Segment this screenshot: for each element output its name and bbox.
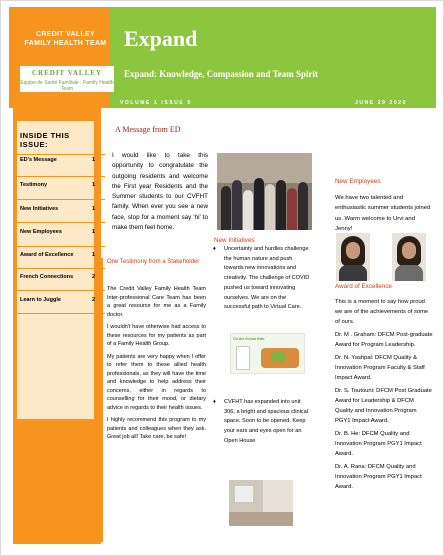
employee-portrait-urvi — [336, 233, 370, 281]
room-window — [235, 486, 253, 502]
header-banner — [9, 7, 436, 108]
testimony-paragraph: The Credit Valley Family Health Team Inter-professional Care Team has been a great resource for me as a Family doctor. — [107, 286, 206, 318]
toc-divider — [16, 222, 105, 223]
ed-message-title: A Message from ED — [115, 125, 181, 134]
testimony-paragraph: I highly recommend this program to my patients and colleagues when they ask. Great job all! Take care, be safe! — [107, 417, 206, 440]
initiative-text: CVFHT has expanded into unit 306, a bright and spacious clinical space. Soon to be opened. Keep your ears and eyes open for an Open House — [224, 399, 308, 444]
testimony-paragraph: My patients are very happy when I offer to refer them to these allied health professionals, as they will have the time and knowledge to help address their concerns, either in regards to counselling for their mood, or dietary advice in regards to their health issues. — [107, 353, 206, 411]
toc-item-new-employees[interactable] — [20, 229, 95, 235]
inside-this-issue-heading — [20, 131, 70, 149]
ed-message-body: I would like to take this opportunity to congratulate the outgoing residents and welcome the First year Residents and the Summer students to our CVFHT family. When ever you see a new face, stop for a moment say 'hi' to make them feel home. — [112, 152, 208, 232]
testimony-body — [107, 285, 206, 446]
toc-label: New Initiatives — [20, 206, 59, 212]
inside-heading-line2: ISSUE: — [20, 140, 49, 149]
new-initiatives-title: New Initiatives — [214, 237, 255, 244]
new-employees-body: We have two talented and enthusiastic summer students joined us. Warm welcome to Urvi and Jenny! — [335, 195, 431, 232]
portrait-face — [346, 242, 360, 259]
award-item: Dr. S. Toutouni: DFCM Post Graduate Award for Leadership & DFCM Quality and Innovation Program PGY1 Impact Award. — [335, 388, 432, 424]
toc-item-new-initiatives[interactable] — [20, 206, 95, 212]
photo-person — [276, 180, 286, 230]
employee-portrait-jenny — [392, 233, 426, 281]
toc-page: 2 — [91, 297, 95, 303]
award-item: Dr. A. Rana: DFCM Quality and Innovation Program PGY1 Impact Award. — [335, 464, 422, 490]
toc-item-award-of-excellence[interactable] — [20, 252, 95, 258]
clinic-room-photo — [229, 480, 293, 526]
logo-main-text: CREDIT VALLEY — [32, 69, 102, 77]
org-name-line1: CREDIT VALLEY — [36, 31, 95, 38]
bullet-icon: ♦ — [213, 246, 216, 252]
inside-heading-line1: INSIDE THIS — [20, 131, 70, 140]
initiative-bullet-1 — [213, 245, 313, 313]
toc-label: French Connections — [20, 274, 74, 280]
toc-divider — [16, 199, 105, 200]
toc-divider — [16, 268, 105, 269]
group-photo — [217, 153, 312, 230]
award-intro: This is a moment to say how proud we are of the achievements of some of ours. — [335, 299, 429, 325]
org-name — [18, 30, 113, 48]
photo-person — [287, 188, 297, 230]
award-item: Dr. M . Graham: DFCM Post-graduate Award for Program Leadership. — [335, 332, 433, 348]
toc-label: ED's Message — [20, 157, 57, 163]
room-floor — [229, 512, 293, 526]
new-employees-title: New Employees — [335, 178, 381, 185]
testimony-title: One Testimony from a Stakeholder — [107, 259, 200, 265]
issue-date: JUNE 29 2020 — [355, 100, 408, 106]
toc-divider — [16, 154, 105, 155]
photo-person — [265, 184, 275, 230]
initiative-text: Uncertainty and hurdles challenge the human nature and push towards new innovations and creativity. The challenge of COVID pushed us toward innovating ourselves. We are on the successful path to Virtual Care. — [224, 246, 310, 311]
toc-divider — [16, 176, 105, 177]
volume-issue: VOLUME 1 ISSUE 9 — [120, 100, 192, 106]
app-caption: On the Virtual Path — [233, 337, 265, 341]
bullet-icon: ♦ — [213, 399, 216, 405]
photo-person — [298, 182, 308, 230]
portrait-body — [395, 265, 423, 281]
portrait-face — [402, 242, 416, 259]
photo-person — [243, 190, 253, 230]
toc-item-french-connections[interactable] — [20, 274, 95, 280]
toc-item-learn-to-juggle[interactable] — [20, 297, 95, 303]
initiative-bullet-2 — [213, 398, 311, 447]
award-title: Award of Excellence — [335, 283, 392, 290]
sidebar-inner-panel — [17, 121, 94, 419]
toc-page: 1 — [91, 157, 95, 163]
toc-label: Learn to Juggle — [20, 297, 61, 303]
org-logo — [20, 66, 114, 92]
toc-page: 1 — [91, 206, 95, 212]
toc-page: 1 — [91, 182, 95, 188]
toc-divider — [16, 290, 105, 291]
virtual-care-app-image — [230, 333, 305, 374]
phone-icon — [236, 346, 250, 370]
award-list — [335, 297, 433, 495]
toc-label: Award of Excellence — [20, 252, 74, 258]
newsletter-title: Expand — [124, 26, 198, 51]
photo-person — [221, 186, 231, 230]
toc-item-ed-message[interactable] — [20, 157, 95, 163]
toc-page: 1 — [91, 252, 95, 258]
food-image — [271, 352, 285, 362]
org-name-line2: FAMILY HEALTH TEAM — [24, 40, 107, 47]
sidebar — [13, 108, 101, 544]
toc-page: 2 — [91, 274, 95, 280]
portrait-body — [339, 265, 367, 281]
toc-page: 1 — [91, 229, 95, 235]
room-wall — [263, 480, 293, 512]
header-orange-block — [9, 7, 109, 108]
photo-person — [254, 178, 264, 230]
testimony-paragraph: I wouldn't have otherwise had access to these resources for my patients as part of a Family Health Group. — [107, 324, 206, 347]
toc-label: Testimony — [20, 182, 48, 188]
award-item: Dr. B. He: DFCM Quality and Innovation Program PGY1 Impact Award. — [335, 431, 422, 457]
toc-label: New Employees — [20, 229, 62, 235]
photo-person — [232, 180, 242, 230]
logo-sub-text: Équipe de Santé Familiale · Family Health Team — [20, 80, 114, 92]
toc-divider — [16, 313, 105, 314]
photo-backdrop — [217, 153, 312, 183]
award-item: Dr. N. Yashpal: DFCM Quality & Innovation Program Faculty & Staff Impact Award. — [335, 355, 425, 381]
toc-divider — [16, 246, 105, 247]
newsletter-subtitle: Expand: Knowledge, Compassion and Team Spirit — [124, 69, 319, 79]
toc-item-testimony[interactable] — [20, 182, 95, 188]
